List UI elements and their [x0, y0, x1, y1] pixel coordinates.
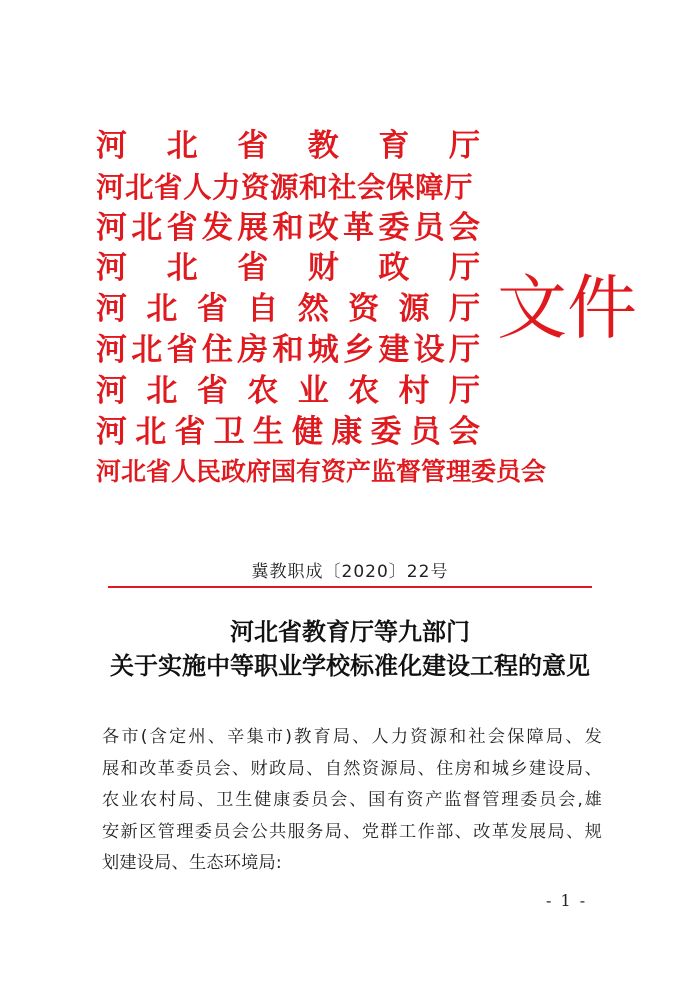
issuer-char: 员 [413, 209, 445, 246]
issuer-char: 省 [174, 413, 206, 450]
issuer-char: 河 [96, 372, 127, 409]
issuer-char: 城 [307, 331, 339, 368]
issuer-char: 厅 [448, 372, 480, 409]
issuer-line [96, 289, 480, 330]
addressee-line: 安新区管理委员会公共服务局、党群工作部、改革发展局、规 [102, 821, 602, 842]
issuer-line [96, 248, 480, 289]
addressee-line: 各市(含定州、辛集市)教育局、人力资源和社会保障局、发 [102, 727, 602, 747]
issuer-line [96, 330, 480, 371]
issuer-char: 革 [343, 209, 375, 246]
issuer-char: 改 [307, 209, 339, 246]
issuer-char: 北 [166, 250, 198, 287]
issuer-char: 北 [131, 209, 163, 246]
issuer-char: 北 [131, 331, 163, 368]
issuer-char: 员 [409, 413, 441, 450]
issuing-authorities [96, 126, 547, 493]
issuer-char: 会 [448, 413, 480, 450]
issuer-char: 然 [297, 291, 329, 328]
issuer-char: 厅 [448, 128, 480, 164]
issuer-char: 村 [398, 372, 430, 409]
document-number: 冀教职成〔2020〕22号 [251, 562, 449, 582]
issuer-char: 厅 [448, 250, 480, 287]
addressee-line: 农业农村局、卫生健康委员会、国有资产监督管理委员会,雄 [102, 790, 602, 810]
issuer-line [96, 126, 480, 167]
issuer-line [96, 208, 480, 249]
issuer-char: 和 [272, 331, 304, 368]
issuer-char: 省 [237, 250, 269, 287]
issuer-char: 厅 [448, 331, 480, 368]
issuer-char: 康 [331, 413, 363, 450]
addressee-line: 划建设局、生态环境局: [102, 853, 282, 873]
issuer-char: 育 [378, 128, 410, 164]
issuer-line [96, 412, 480, 453]
issuer-char: 委 [370, 413, 402, 450]
issuer-char: 自 [247, 291, 279, 328]
issuer-char: 河 [96, 128, 127, 164]
issuer-char: 生 [252, 413, 284, 450]
issuer-char: 房 [237, 331, 269, 368]
issuer-char: 会 [448, 209, 480, 246]
issuer-char: 委 [378, 209, 410, 246]
issuer-char: 健 [292, 413, 324, 450]
issuer-char: 政 [378, 250, 410, 287]
issuer-char: 业 [297, 372, 329, 409]
issuer-line: 河北省人力资源和社会保障厅 [96, 169, 474, 204]
issuer-char: 河 [96, 331, 127, 368]
red-separator-line [108, 586, 592, 588]
issuer-char: 河 [96, 291, 127, 328]
document-title-line-1: 河北省教育厅等九部门 [230, 617, 470, 646]
issuer-char: 源 [398, 291, 430, 328]
issuer-char: 住 [201, 331, 233, 368]
document-title-line-2: 关于实施中等职业学校标准化建设工程的意见 [110, 651, 590, 680]
addressee-paragraph [102, 722, 602, 880]
issuer-char: 乡 [343, 331, 375, 368]
issuer-char: 卫 [213, 413, 245, 450]
issuer-char: 省 [166, 331, 198, 368]
document-type-label: 文件 [497, 267, 637, 349]
issuer-char: 建 [378, 331, 410, 368]
issuer-char: 省 [196, 372, 228, 409]
issuer-char: 农 [348, 372, 380, 409]
issuer-char: 厅 [448, 291, 480, 328]
issuer-char: 北 [135, 413, 167, 450]
issuer-char: 河 [96, 413, 127, 450]
issuer-char: 北 [146, 372, 178, 409]
issuer-char: 资 [348, 291, 380, 328]
issuer-char: 教 [307, 128, 339, 164]
issuer-char: 展 [237, 209, 269, 246]
issuer-line [96, 371, 480, 412]
issuer-char: 农 [247, 372, 279, 409]
issuer-char: 设 [413, 331, 445, 368]
issuer-char: 和 [272, 209, 304, 246]
issuer-char: 省 [166, 209, 198, 246]
addressee-line: 展和改革委员会、财政局、自然资源局、住房和城乡建设局、 [102, 758, 602, 779]
page-number: - 1 - [546, 891, 588, 910]
issuer-char: 河 [96, 209, 127, 246]
issuer-char: 省 [237, 128, 269, 164]
issuer-char: 北 [146, 291, 178, 328]
issuer-char: 河 [96, 250, 127, 287]
issuer-char: 北 [166, 128, 198, 164]
issuer-char: 省 [196, 291, 228, 328]
issuer-line: 河北省人民政府国有资产监督管理委员会 [96, 457, 547, 487]
issuer-char: 发 [201, 209, 233, 246]
issuer-char: 财 [307, 250, 339, 287]
